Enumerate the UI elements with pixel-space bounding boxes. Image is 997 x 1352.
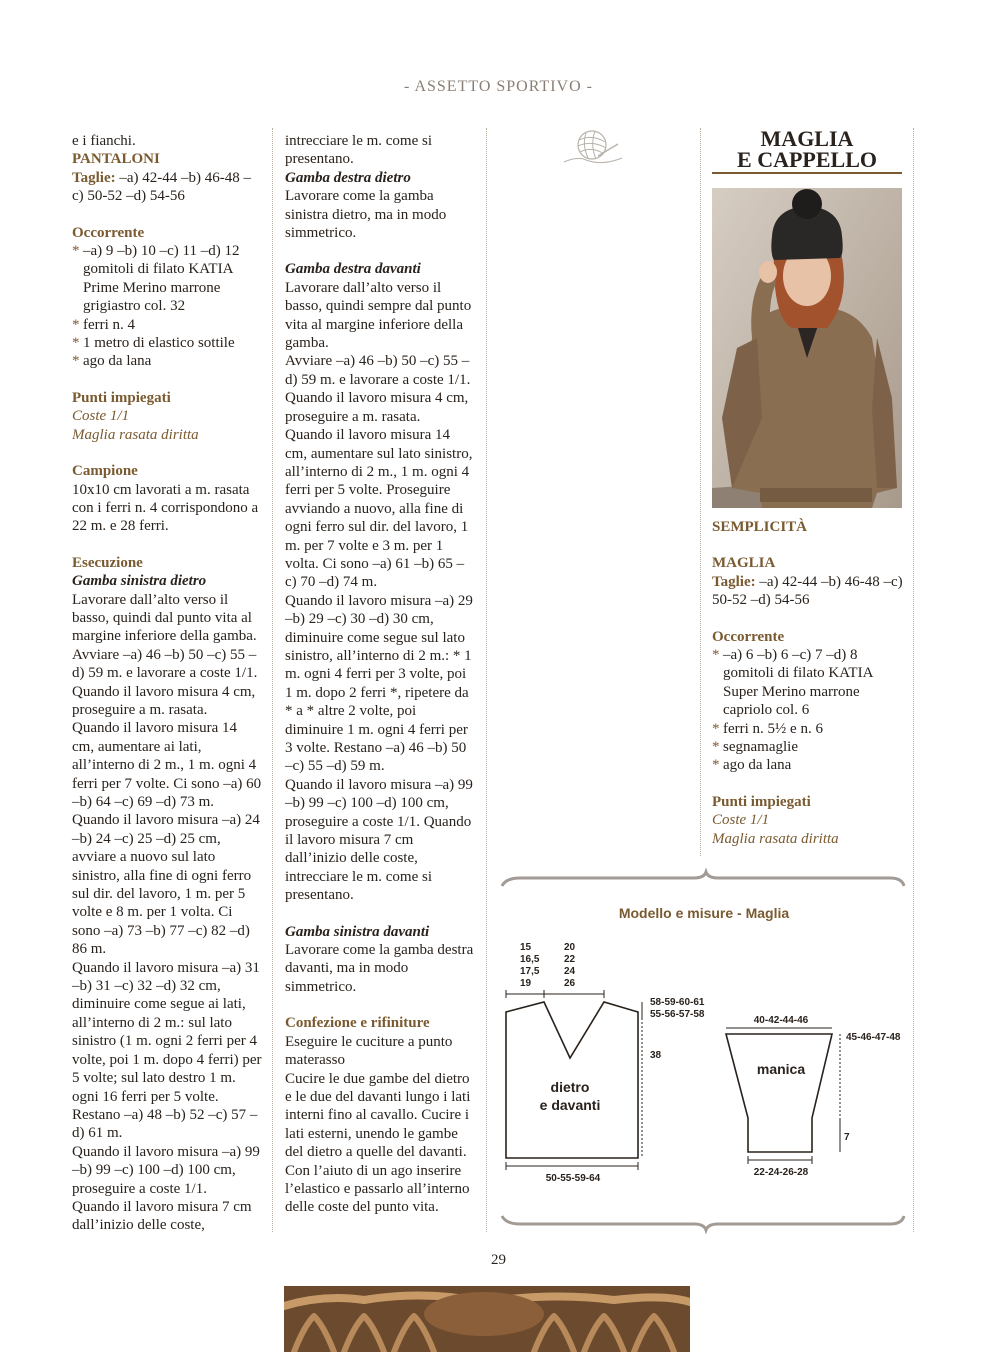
- diagram-bracket-bottom: [502, 1216, 904, 1230]
- materials-heading: Occorrente: [72, 224, 145, 241]
- section-title: PANTALONI: [72, 151, 160, 168]
- execution-heading: Esecuzione: [72, 554, 143, 571]
- diagram-title: Modello e misure - Maglia: [618, 905, 790, 921]
- diagram-bracket-top: [502, 872, 904, 886]
- stitch-item: Maglia rasata diritta: [712, 830, 839, 847]
- column-divider: [272, 128, 273, 1232]
- armhole-measure: 38: [650, 1050, 662, 1061]
- neck-measure-b: 20: [564, 942, 576, 953]
- stitch-item: Coste 1/1: [72, 408, 130, 425]
- difficulty-label: SEMPLICITÀ: [712, 519, 808, 535]
- title-line: MAGLIA: [760, 126, 854, 151]
- column-divider: [700, 128, 701, 856]
- section-title: MAGLIA: [712, 555, 776, 572]
- neck-measure-a: 15: [520, 942, 532, 953]
- sleeve-length-measure: 45-46-47-48: [846, 1032, 901, 1043]
- neck-measure-a: 19: [520, 978, 532, 989]
- finishing-text: Eseguire le cuciture a punto materasso Cucire le due gambe del dietro e le due del davanti lungo i lati interni fino al cavallo. Cucire i lati esterni, unendo le gambe del dietro a quelle del davanti. Con l’aiuto di un ago inserire l’elastico e passarlo all’interno delle coste del punto vita.: [285, 1033, 471, 1216]
- stitches-heading: Punti impiegati: [712, 793, 811, 810]
- sizes: [72, 169, 262, 206]
- material-item: * ferri n. 5½ e n. 6: [712, 720, 904, 738]
- sizes-label: Taglie:: [72, 169, 116, 186]
- stitch-item: Coste 1/1: [712, 812, 770, 829]
- right-front-text: Lavorare dall’alto verso il basso, quindi sempre dal punto vita al margine inferiore della gamba. Avviare –a) 46 –b) 50 –c) 55 –d) 59 m. e lavorare a coste 1/1. Quando il lavoro misura 4 cm, proseguire a m. rasata. Quando il lavoro misura 14 cm, aumentare sul lato sinistro, all’interno di 2 m., 1 m. ogni 4 ferri per 5 volte. Proseguire avviando a nuovo, alla fine di ogni ferro sul dir. del lavoro, 1 m. per 7 volte e 3 m. per 1 volta. Ci sono –a) 61 –b) 65 –c) 70 –d) 74 m. Quando il lavoro misura –a) 29 –b) 29 –c) 30 –d) 30 cm, diminuire come segue sul lato sinistro, all’interno di 2 m.: * 1 m. ogni 4 ferri per 3 volte, poi 1 m. dopo 2 ferri *, ripetere da * a * altre 2 volte, poi diminuire 1 m. ogni 4 ferri per 3 volte. Restano –a) 46 –b) 50 –c) 55 –d) 59 m. Quando il lavoro misura –a) 99 –b) 99 –c) 100 –d) 100 cm, proseguire a coste 1/1. Quando il lavoro misura 7 cm dall’inizio delle coste, intrecciare le m. come si presentano.: [285, 279, 473, 904]
- left-back-heading: Gamba sinistra dietro: [72, 573, 207, 590]
- material-item: * 1 metro di elastico sottile: [72, 334, 262, 352]
- right-back-heading: Gamba destra dietro: [285, 169, 411, 186]
- materials-list: [712, 646, 904, 775]
- left-front-text: Lavorare come la gamba destra davanti, ma in modo simmetrico.: [285, 942, 474, 995]
- column-divider: [486, 128, 487, 1232]
- stitches-heading: Punti impiegati: [72, 389, 171, 406]
- material-item: * –a) 9 –b) 10 –c) 11 –d) 12 gomitoli di filato KATIA Prime Merino marrone grigiastro col. 32: [72, 242, 262, 316]
- sleeve-outline: [726, 1034, 832, 1152]
- cuff-height-measure: 7: [844, 1132, 850, 1143]
- body-label: dietro: [550, 1079, 590, 1095]
- neck-measure-a: 17,5: [520, 966, 540, 977]
- right-back-text: Lavorare come la gamba sinistra dietro, ma in modo simmetrico.: [285, 188, 447, 242]
- column-pants-1: [72, 132, 262, 1235]
- material-item: * ago da lana: [712, 756, 904, 774]
- material-item: * segnamaglie: [712, 738, 904, 756]
- model-photo: [712, 188, 902, 508]
- sizes-text: –a) 42-44 –b) 46-48 –c) 50-52 –d) 54-56: [712, 573, 903, 609]
- shoulder-measure: 55-56-57-58: [650, 1009, 705, 1020]
- material-item: * ferri n. 4: [72, 316, 262, 334]
- neck-measure-b: 22: [564, 954, 576, 965]
- stitch-item: Maglia rasata diritta: [72, 426, 199, 443]
- sleeve-label: manica: [756, 1061, 806, 1077]
- body-width-measure: 50-55-59-64: [545, 1173, 601, 1184]
- pattern-title: [712, 128, 902, 170]
- material-item: * ago da lana: [72, 352, 262, 370]
- page-number: 29: [491, 1252, 506, 1268]
- neck-measure-b: 26: [564, 978, 576, 989]
- neck-measure-a: 16,5: [520, 954, 540, 965]
- sizes-label: Taglie:: [712, 573, 756, 590]
- left-back-text: Lavorare dall’alto verso il basso, quindi dal punto vita al margine inferiore della gamba. Avviare –a) 46 –b) 50 –c) 55 –d) 59 m. e lavorare a coste 1/1. Quando il lavoro misura 4 cm, proseguire a m. rasata. Quando il lavoro misura 14 cm, aumentare ai lati, all’interno di 2 m., 1 m. ogni 4 ferri per 7 volte. Ci sono –a) 60 –b) 64 –c) 69 –d) 73 m. Quando il lavoro misura –a) 24 –b) 24 –c) 25 –d) 25 cm, avviare a nuovo sul lato sinistro, alla fine di ogni ferro sul dir. del lavoro, 1 m. per 5 volte e 8 m. per 1 volta. Ci sono –a) 73 –b) 77 –c) 82 –d) 86 m. Quando il lavoro misura –a) 31 –b) 31 –c) 32 –d) 32 cm, diminuire come segue ai lati, all’interno di 2 m.: sul lato sinistro (1 m. ogni 2 ferri per 4 volte, poi 1 m. dopo 4 ferri) per 5 volte; sul lato destro 1 m. ogni 16 ferri per 5 volte. Restano –a) 48 –b) 52 –c) 57 –d) 61 m. Quando il lavoro misura –a) 99 –b) 99 –c) 100 –d) 100 cm, proseguire a coste 1/1. Quando il lavoro misura 7 cm dall’inizio delle coste,: [72, 591, 262, 1234]
- cuff-width-measure: 22-24-26-28: [753, 1167, 809, 1178]
- knit-texture-photo: [284, 1286, 690, 1352]
- sleeve-top-measure: 40-42-44-46: [753, 1015, 809, 1026]
- neck-measure-b: 24: [564, 966, 576, 977]
- finishing-heading: Confezione e rifiniture: [285, 1015, 430, 1032]
- sizes-text: –a) 42-44 –b) 46-48 –c) 50-52 –d) 54-56: [72, 169, 252, 205]
- body-label: e davanti: [539, 1097, 601, 1113]
- right-front-heading: Gamba destra davanti: [285, 261, 421, 278]
- sizes: [712, 573, 904, 610]
- column-sweater: [712, 518, 904, 848]
- yarn-ball-icon: [562, 128, 624, 166]
- materials-list: [72, 242, 262, 371]
- schematic-diagram: [498, 868, 908, 1234]
- running-header: - ASSETTO SPORTIVO -: [404, 78, 593, 95]
- gauge-heading: Campione: [72, 463, 138, 480]
- column-pants-2: [285, 132, 475, 1217]
- title-line: E CAPPELLO: [737, 147, 877, 172]
- gauge-text: 10x10 cm lavorati a m. rasata con i ferri n. 4 corrispondono a 22 m. e 28 ferri.: [72, 481, 259, 535]
- left-front-heading: Gamba sinistra davanti: [285, 923, 430, 940]
- materials-heading: Occorrente: [712, 628, 785, 645]
- column-divider: [913, 128, 914, 1232]
- material-item: * –a) 6 –b) 6 –c) 7 –d) 8 gomitoli di filato KATIA Super Merino marrone capriolo col. 6: [712, 646, 904, 720]
- intro-text: e i fianchi.: [72, 133, 136, 149]
- title-rule: [712, 172, 902, 174]
- shoulder-measure: 58-59-60-61: [650, 997, 705, 1008]
- continued-text: intrecciare le m. come si presentano.: [285, 133, 433, 168]
